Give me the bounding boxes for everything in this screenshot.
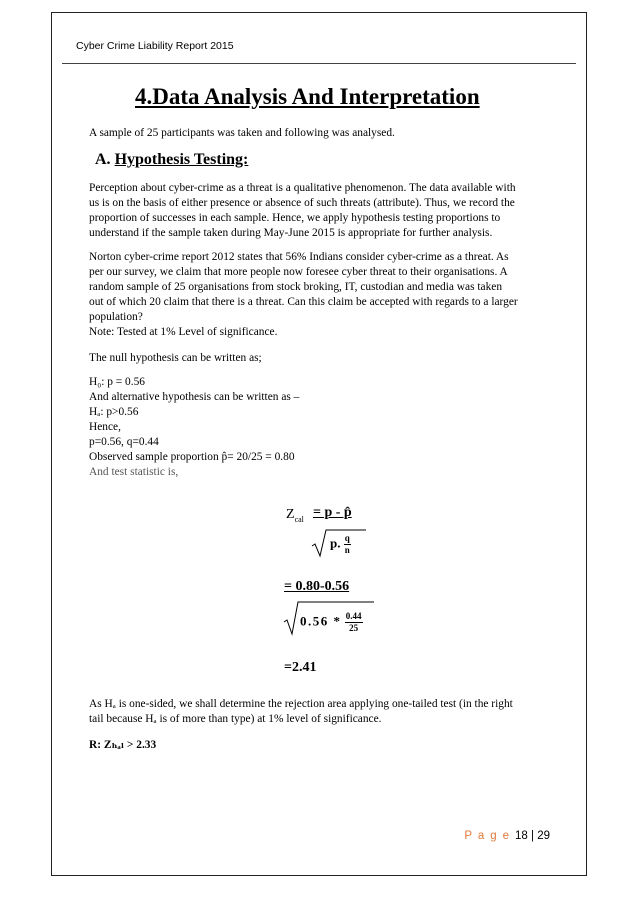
h0-line: H₀: p = 0.56: [89, 376, 145, 388]
z-cal-label: [286, 507, 304, 524]
subsection-heading: [95, 151, 248, 169]
alt-intro: And alternative hypothesis can be written as –: [89, 391, 300, 403]
step2-frac-den: 25: [349, 623, 359, 633]
formula-result: =2.41: [284, 660, 317, 675]
running-header: Cyber Crime Liability Report 2015: [76, 40, 234, 52]
p2-line-3: random sample of 25 organisations from stock broking, IT, custodian and media was taken: [89, 281, 503, 293]
n-den: n: [344, 545, 350, 555]
q-over-n: [344, 533, 351, 556]
conclusion-line-2: tail because Hₐ is of more than type) at 1% level of significance.: [89, 713, 382, 725]
q-num: q: [344, 533, 350, 543]
radicand-2: [300, 611, 363, 634]
z-sub: cal: [294, 514, 304, 524]
hence-line: Hence,: [89, 421, 121, 433]
radicand-p: p.: [330, 535, 341, 551]
p2-line-1: Norton cyber-crime report 2012 states that 56% Indians consider cyber-crime as a threat. As: [89, 251, 509, 263]
p1-line-2: us is on the basis of either presence or absence of such threats (attribute). Thus, we record the: [89, 197, 515, 209]
section-title: 4.Data Analysis And Interpretation: [135, 84, 480, 109]
step2-numerator: [284, 579, 349, 595]
p1-line-4: understand if the sample taken during May-June 2015 is appropriate for further analysis.: [89, 227, 493, 239]
rejection-rule: R: Zₕₐₗ > 2.33: [89, 739, 157, 751]
observed-line: Observed sample proportion p̂= 20/25 = 0.80: [89, 451, 295, 463]
intro-text: A sample of 25 participants was taken and following was analysed.: [89, 127, 395, 139]
p1-line-1: Perception about cyber-crime as a threat is a qualitative phenomenon. The data available with: [89, 182, 516, 194]
page-number: 18 | 29: [515, 830, 550, 842]
step2-frac-num: 0.44: [345, 611, 362, 621]
note-text: Note: Tested at 1% Level of significance.: [89, 326, 278, 338]
step2-rad-a: 0.56 *: [300, 613, 342, 629]
null-intro: The null hypothesis can be written as;: [89, 352, 262, 364]
p2-line-5: population?: [89, 311, 143, 323]
pq-line: p=0.56, q=0.44: [89, 436, 159, 448]
z-numerator: = p - p̂: [313, 505, 352, 520]
page-footer: [464, 830, 550, 842]
step2-fraction: [345, 611, 363, 634]
conclusion-line-1: As Hₐ is one-sided, we shall determine the rejection area applying one-tailed test (in the right: [89, 698, 513, 710]
radicand-1: [330, 533, 351, 556]
subsection-letter: A.: [95, 151, 111, 168]
p2-line-2: per our survey, we claim that more people now foresee cyber threat to their organisations. A: [89, 266, 508, 278]
p1-line-3: proportion of successes in each sample. Hence, we apply hypothesis testing proportions to: [89, 212, 501, 224]
z-label: Z: [286, 507, 295, 522]
step2-num-text: = 0.80-0.56: [284, 579, 350, 594]
header-rule: [62, 63, 576, 64]
page-label: P a g e: [464, 830, 511, 842]
subsection-title: Hypothesis Testing:: [114, 151, 249, 168]
ha-line: Hₐ: p>0.56: [89, 406, 139, 418]
test-stat-intro: And test statistic is,: [89, 466, 179, 478]
p2-line-4: out of which 20 claim that there is a threat. Can this claim be accepted with regards to a larger: [89, 296, 518, 308]
